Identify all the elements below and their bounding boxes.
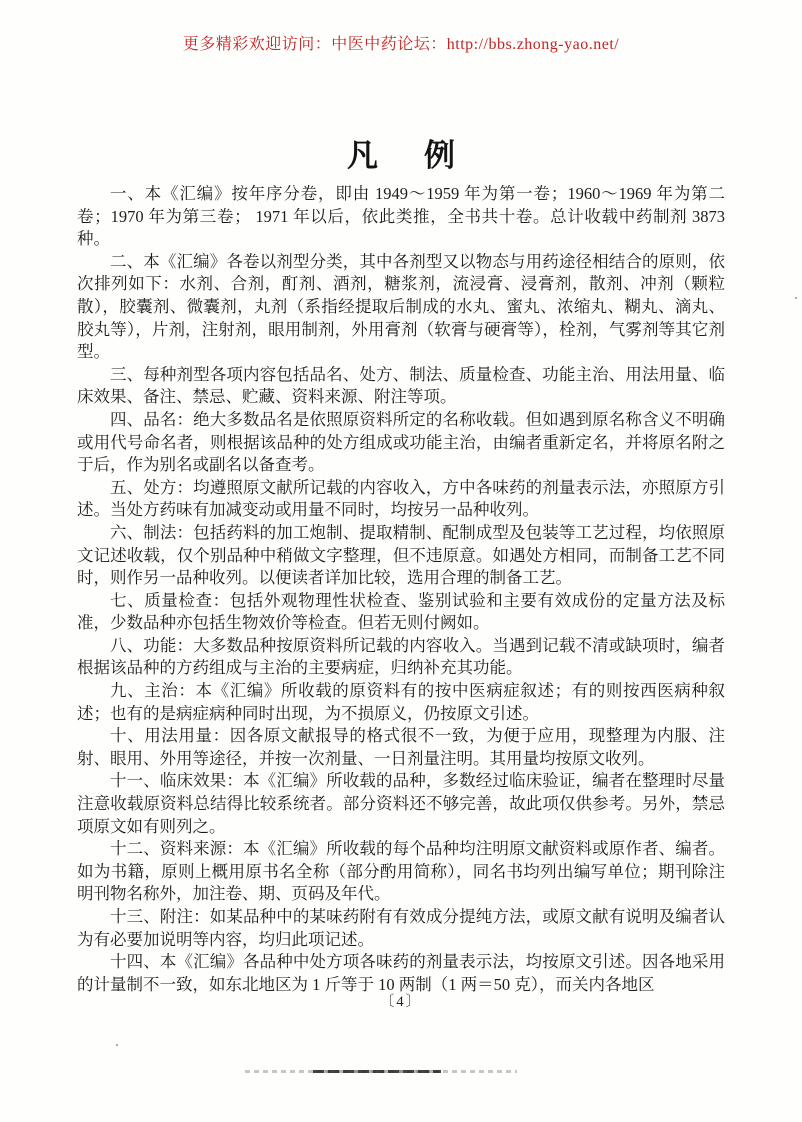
page-number: 〔4〕 xyxy=(379,994,423,1010)
scan-artifact-dark-segment xyxy=(313,1070,441,1073)
scan-artifact-line xyxy=(245,1070,517,1073)
title-char-fan: 凡 xyxy=(347,138,378,174)
promo-header-link[interactable]: 更多精彩欢迎访问：中医中药论坛：http://bbs.zhong-yao.net/ xyxy=(182,36,620,53)
clause-13: 十三、附注：如某品种中的某味药附有有效成分提纯方法，或原文献有说明及编者认为有必要加说明等内容，均归此项记述。 xyxy=(77,907,725,949)
clause-12: 十二、资料来源：本《汇编》所收载的每个品种均注明原文献资料或原作者、编者。如为书籍，原则上概用原书名全称（部分酌用简称），同名书均列出编写单位；期刊除注明刊物名称外，加注卷、期、页码及年代。 xyxy=(77,839,725,904)
clause-3: 三、每种剂型各项内容包括品名、处方、制法、质量检查、功能主治、用法用量、临床效果、备注、禁忌、贮藏、资料来源、附注等项。 xyxy=(77,364,725,407)
page-title xyxy=(0,130,802,175)
clause-2: 二、本《汇编》各卷以剂型分类，其中各剂型又以物态与用药途径相结合的原则，依次排列如下：水剂、合剂，酊剂、酒剂，糖浆剂，流浸膏、浸膏剂，散剂、冲剂（颗粒散），胶囊剂、微囊剂，丸剂（系指经提取后制成的水丸、蜜丸、浓缩丸、糊丸、滴丸、胶丸等），片剂，注射剂，眼用制剂，外用膏剂（软膏与硬膏等），栓剂，气雾剂等其它剂型。 xyxy=(77,251,725,362)
clause-5: 五、处方：均遵照原文献所记载的内容收入，方中各味药的剂量表示法，亦照原方引述。当处方药味有加减变动或用量不同时，均按另一品种收列。 xyxy=(77,477,725,520)
clause-8: 八、功能：大多数品种按原资料所记载的内容收入。当遇到记载不清或缺项时，编者根据该品种的方药组成与主治的主要病症，归纳补充其功能。 xyxy=(77,635,725,678)
clause-14: 十四、本《汇编》各品种中处方项各味药的剂量表示法，均按原文引述。因各地采用的计量制不一致，如东北地区为 1 斤等于 10 两制（1 两＝50 克），而关内各地区 xyxy=(77,952,725,994)
clause-11: 十一、临床效果：本《汇编》所收载的品种，多数经过临床验证，编者在整理时尽量注意收载原资料总结得比较系统者。部分资料还不够完善，故此项仅供参考。另外，禁忌项原文如有则列之。 xyxy=(77,771,725,836)
explanatory-notes-body xyxy=(77,183,725,996)
scan-speck xyxy=(795,297,797,299)
scan-speck xyxy=(116,1044,118,1046)
clause-7: 七、质量检查：包括外观物理性状检查、鉴别试验和主要有效成份的定量方法及标准，少数品种亦包括生物效价等检查。但若无则付阙如。 xyxy=(77,590,725,633)
clause-9: 九、主治：本《汇编》所收载的原资料有的按中医病症叙述；有的则按西医病种叙述；也有的是病症病种同时出现，为不损原义，仍按原文引述。 xyxy=(77,681,725,723)
clause-6: 六、制法：包括药料的加工炮制、提取精制、配制成型及包装等工艺过程，均依照原文记述收载，仅个别品种中稍做文字整理，但不违原意。如遇处方相同，而制备工艺不同时，则作另一品种收列。以便读者详加比较，选用合理的制备工艺。 xyxy=(77,522,725,588)
clause-4: 四、品名：绝大多数品名是依照原资料所定的名称收载。但如遇到原名称含义不明确或用代号命名者，则根据该品种的处方组成或功能主治，由编者重新定名，并将原名附之于后，作为别名或副名以备查考。 xyxy=(77,409,725,475)
clause-10: 十、用法用量：因各原文献报导的格式很不一致，为便于应用，现整理为内服、注射、眼用、外用等途径，并按一次剂量、一日剂量注明。其用量均按原文收列。 xyxy=(77,726,725,768)
clause-1: 一、本《汇编》按年序分卷，即由 1949～1959 年为第一卷；1960～1969 年为第二卷；1970 年为第三卷； 1971 年以后，依此类推，全书共十卷。总计收载中药制剂 3873 种。 xyxy=(77,184,725,249)
title-char-li: 例 xyxy=(424,138,455,174)
